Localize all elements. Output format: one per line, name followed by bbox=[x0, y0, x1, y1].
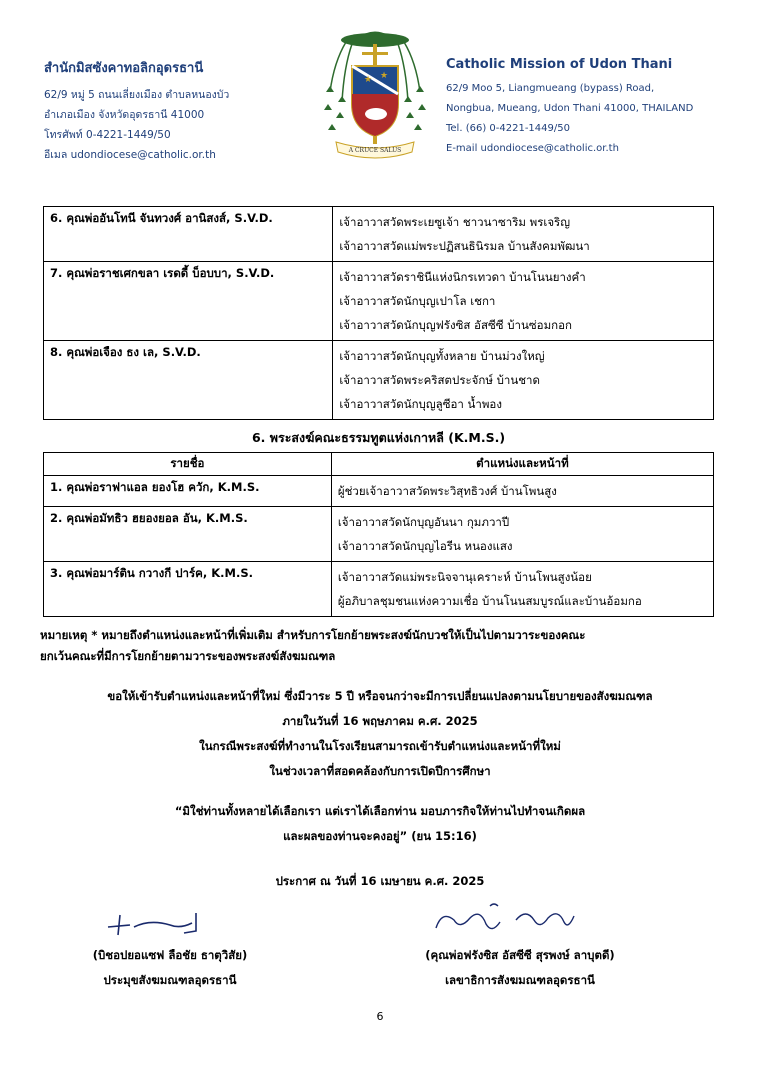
duty-line: เจ้าอาวาสวัดแม่พระนิจจานุเคราะห์ บ้านโพนสูงน้อย bbox=[337, 570, 592, 584]
priest-assignment-table-kms bbox=[43, 452, 714, 617]
footnote bbox=[40, 625, 730, 667]
duty-line: ผู้ช่วยเจ้าอาวาสวัดพระวิสุทธิวงศ์ บ้านโพนสูง bbox=[337, 484, 557, 498]
signature-block-bishop bbox=[50, 943, 290, 993]
org-title-english: Catholic Mission of Udon Thani bbox=[446, 57, 673, 72]
duty-line: เจ้าอาวาสวัดพระเยซูเจ้า ชาวนาซาริม พรเจริญ bbox=[339, 215, 571, 229]
duty-line: เจ้าอาวาสวัดราชินีแห่งนิกรเทวดา บ้านโนนยางคำ bbox=[339, 270, 586, 284]
column-header-duty: ตำแหน่งและหน้าที่ bbox=[331, 453, 713, 476]
email-line: อีเมล udondiocese@catholic.or.th bbox=[44, 149, 216, 161]
header-left-thai bbox=[44, 57, 304, 165]
scripture-quote bbox=[30, 799, 730, 849]
priest-name: 6. คุณพ่ออันโทนี จันทวงศ์ อานิสงส์, S.V.D. bbox=[44, 207, 333, 262]
instruction-line: ในช่วงเวลาที่สอดคล้องกับการเปิดปีการศึกษา bbox=[269, 764, 491, 778]
quote-line: “มิใช่ท่านทั้งหลายได้เลือกเรา แต่เราได้เลือกท่าน มอบภารกิจให้ท่านไปทำจนเกิดผล bbox=[174, 804, 586, 818]
duty-cell bbox=[331, 476, 713, 507]
signature-block-secretary bbox=[390, 943, 650, 993]
phone-line: โทรศัพท์ 0-4221-1449/50 bbox=[44, 129, 171, 141]
signer-name: (คุณพ่อฟรังซิส อัสซีซี สุรพงษ์ ลาบุตดี) bbox=[425, 948, 615, 962]
priest-name: 7. คุณพ่อราชเศกขลา เรดดี้ บ็อบบา, S.V.D. bbox=[44, 262, 333, 341]
priest-name: 8. คุณพ่อเจือง ธง เล, S.V.D. bbox=[44, 341, 333, 420]
column-header-name: รายชื่อ bbox=[44, 453, 332, 476]
table-row bbox=[44, 341, 714, 420]
instruction-line: ในกรณีพระสงฆ์ที่ทำงานในโรงเรียนสามารถเข้ารับตำแหน่งและหน้าที่ใหม่ bbox=[199, 739, 561, 753]
table-row bbox=[44, 476, 714, 507]
svg-text:★: ★ bbox=[380, 71, 389, 81]
svg-text:A CRUCE SALUS: A CRUCE SALUS bbox=[348, 147, 402, 154]
bishop-signature-image bbox=[100, 905, 230, 945]
svg-text:★: ★ bbox=[364, 75, 373, 85]
duty-cell bbox=[333, 341, 714, 420]
duty-cell bbox=[333, 207, 714, 262]
duty-line: เจ้าอาวาสวัดนักบุญไอรีน หนองแสง bbox=[337, 539, 513, 553]
duty-line: เจ้าอาวาสวัดพระคริสตประจักษ์ บ้านชาด bbox=[339, 373, 540, 387]
table-header-row bbox=[44, 453, 714, 476]
priest-name: 1. คุณพ่อราฟาแอล ยองโฮ ควัก, K.M.S. bbox=[44, 476, 332, 507]
duty-line: ผู้อภิบาลชุมชนแห่งความเชื่อ บ้านโนนสมบูรณ์และบ้านอ้อมกอ bbox=[337, 594, 642, 608]
announcement-date: ประกาศ ณ วันที่ 16 เมษายน ค.ศ. 2025 bbox=[275, 874, 485, 888]
org-title-thai: สำนักมิสซังคาทอลิกอุดรธานี bbox=[44, 61, 204, 76]
duty-cell bbox=[333, 262, 714, 341]
quote-line: และผลของท่านจะคงอยู่” (ยน 15:16) bbox=[283, 829, 477, 843]
instruction-line: ขอให้เข้ารับตำแหน่งและหน้าที่ใหม่ ซึ่งมีวาระ 5 ปี หรือจนกว่าจะมีการเปลี่ยนแปลงตามนโยบายของสังฆมณฑล bbox=[107, 689, 653, 703]
priest-assignment-table-svd bbox=[43, 206, 714, 420]
table-row bbox=[44, 207, 714, 262]
phone-line: Tel. (66) 0-4221-1449/50 bbox=[446, 123, 570, 134]
priest-name: 2. คุณพ่อมัทธิว ฮยองยอล อัน, K.M.S. bbox=[44, 507, 332, 562]
duty-line: เจ้าอาวาสวัดนักบุญเปาโล เชกา bbox=[339, 294, 496, 308]
duty-line: เจ้าอาวาสวัดนักบุญทั้งหลาย บ้านม่วงใหญ่ bbox=[339, 349, 545, 363]
duty-cell bbox=[331, 562, 713, 617]
secretary-signature-image bbox=[430, 900, 580, 942]
diocese-crest-logo bbox=[316, 22, 434, 162]
duty-line: เจ้าอาวาสวัดนักบุญอันนา กุมภวาปี bbox=[337, 515, 510, 529]
duty-line: เจ้าอาวาสวัดนักบุญฟรังซิส อัสซีซี บ้านซ่อมกอก bbox=[339, 318, 572, 332]
instruction-line: ภายในวันที่ 16 พฤษภาคม ค.ศ. 2025 bbox=[282, 714, 478, 728]
address-line: 62/9 หมู่ 5 ถนนเลี่ยงเมือง ตำบลหนองบัว bbox=[44, 89, 230, 101]
section-title: 6. พระสงฆ์คณะธรรมทูตแห่งเกาหลี (K.M.S.) bbox=[251, 430, 506, 445]
instructions-block bbox=[30, 684, 730, 784]
table-row bbox=[44, 507, 714, 562]
signer-title: เลขาธิการสังฆมณฑลอุดรธานี bbox=[445, 973, 595, 987]
address-line: 62/9 Moo 5, Liangmueang (bypass) Road, bbox=[446, 83, 655, 94]
footnote-line: หมายเหตุ * หมายถึงตำแหน่งและหน้าที่เพิ่มเติม สำหรับการโยกย้ายพระสงฆ์นักบวชให้เป็นไปตามวาระของคณะ bbox=[40, 628, 586, 642]
duty-cell bbox=[331, 507, 713, 562]
duty-line: เจ้าอาวาสวัดแม่พระปฏิสนธินิรมล บ้านสังคมพัฒนา bbox=[339, 239, 590, 253]
table-row bbox=[44, 262, 714, 341]
email-line: E-mail udondiocese@catholic.or.th bbox=[446, 143, 619, 154]
signer-title: ประมุขสังฆมณฑลอุดรธานี bbox=[103, 973, 237, 987]
footnote-line: ยกเว้นคณะที่มีการโยกย้ายตามวาระของพระสงฆ์สังฆมณฑล bbox=[40, 649, 336, 663]
signer-name: (บิชอปยอแซฟ ลือชัย ธาตุวิสัย) bbox=[92, 948, 248, 962]
page-number: 6 bbox=[376, 1010, 384, 1023]
duty-line: เจ้าอาวาสวัดนักบุญลูซีอา น้ำพอง bbox=[339, 397, 502, 411]
address-line: Nongbua, Mueang, Udon Thani 41000, THAILAND bbox=[446, 103, 694, 114]
priest-name: 3. คุณพ่อมาร์ติน กวางกี ปาร์ค, K.M.S. bbox=[44, 562, 332, 617]
table-row bbox=[44, 562, 714, 617]
address-line: อำเภอเมือง จังหวัดอุดรธานี 41000 bbox=[44, 109, 205, 121]
header-right-english bbox=[446, 57, 746, 159]
